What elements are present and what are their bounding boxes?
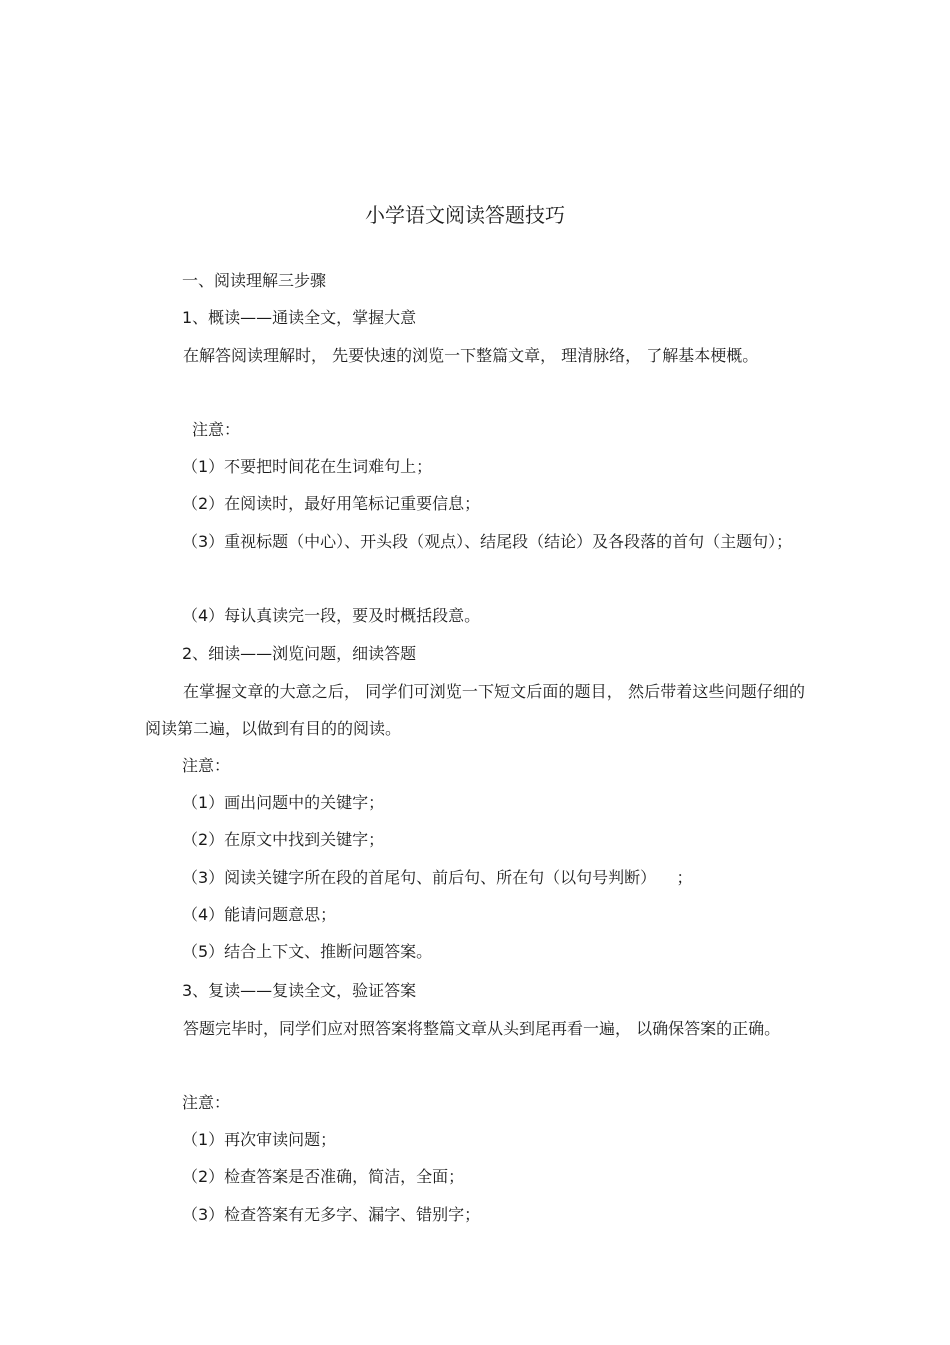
step2-paragraph: 在掌握文章的大意之后， 同学们可浏览一下短文后面的题目， 然后带着这些问题仔细的阅读第二遍，以做到有目的的阅读。: [145, 682, 805, 738]
step1-note-3: （3）重视标题（中心）、开头段（观点）、结尾段（结论）及各段落的首句（主题句）；: [182, 532, 793, 551]
section-heading: 一、阅读理解三步骤: [182, 271, 327, 290]
step2-note-label: 注意：: [182, 756, 231, 775]
step2-note-3: （3）阅读关键字所在段的首尾句、前后句、所在句（以句号判断） ；: [182, 868, 693, 887]
step2-note-5: （5）结合上下文、推断问题答案。: [182, 942, 433, 961]
step1-paragraph: 在解答阅读理解时， 先要快速的浏览一下整篇文章， 理清脉络， 了解基本梗概。: [183, 346, 759, 365]
step1-note-4: （4）每认真读完一段，要及时概括段意。: [182, 606, 481, 625]
step3-note-label: 注意：: [182, 1093, 231, 1112]
step1-note-2: （2）在阅读时，最好用笔标记重要信息；: [182, 494, 481, 513]
step3-note-2: （2）检查答案是否准确，简洁，全面；: [182, 1167, 465, 1186]
step3-heading: 3、复读——复读全文，验证答案: [182, 981, 417, 1000]
step3-paragraph: 答题完毕时，同学们应对照答案将整篇文章从头到尾再看一遍， 以确保答案的正确。: [183, 1019, 781, 1038]
step2-note-2: （2）在原文中找到关键字；: [182, 830, 385, 849]
step2-note-1: （1）画出问题中的关键字；: [182, 793, 385, 812]
step1-note-1: （1）不要把时间花在生词难句上；: [182, 457, 433, 476]
document-title: 小学语文阅读答题技巧: [365, 203, 565, 227]
step2-heading: 2、细读——浏览问题，细读答题: [182, 644, 417, 663]
step1-note-label: 注意：: [192, 420, 241, 439]
step3-note-3: （3）检查答案有无多字、漏字、错别字；: [182, 1205, 481, 1224]
step2-note-4: （4）能请问题意思；: [182, 905, 337, 924]
step1-heading: 1、概读——通读全文，掌握大意: [182, 308, 417, 327]
step3-note-1: （1）再次审读问题；: [182, 1130, 337, 1149]
